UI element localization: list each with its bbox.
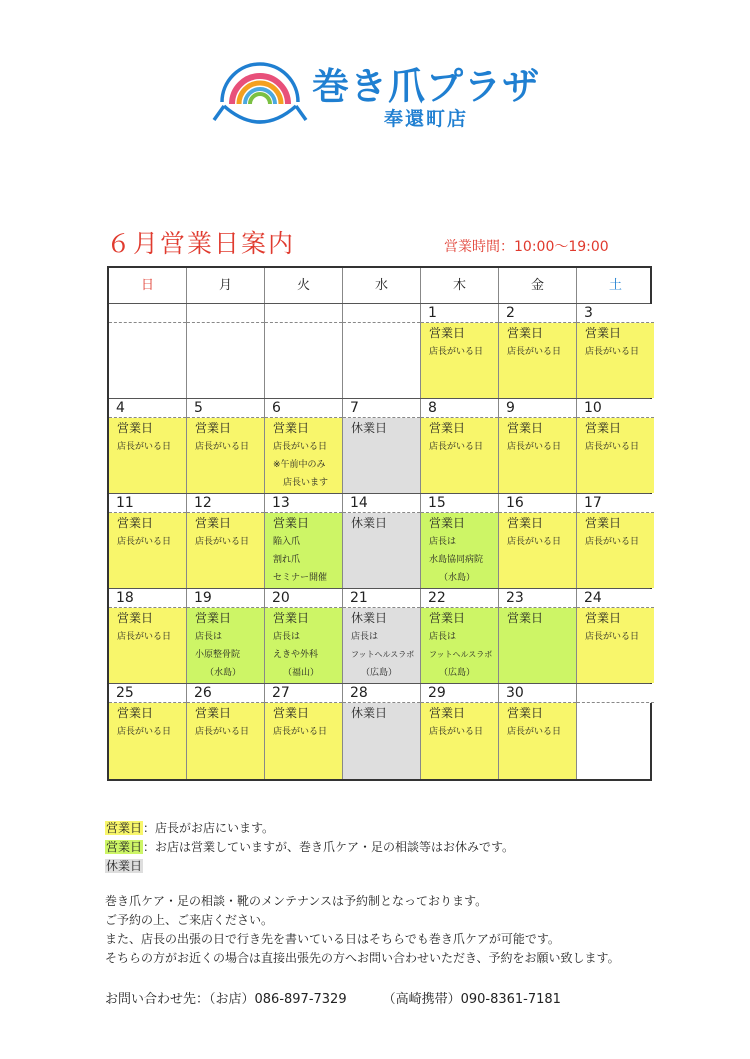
day-note: 店長は — [273, 632, 301, 642]
calendar-table — [107, 266, 652, 781]
day-number: 21 — [343, 589, 420, 608]
day-note: ※午前中のみ — [273, 460, 326, 470]
day-body — [577, 608, 654, 683]
reservation-notes — [105, 892, 620, 968]
weekday-sat: 土 — [608, 278, 622, 293]
day-body — [343, 608, 420, 683]
day-body — [343, 513, 420, 588]
calendar-day-6 — [265, 399, 343, 493]
day-status: 営業日 — [117, 611, 154, 625]
day-status: 営業日 — [429, 421, 466, 435]
day-status: 営業日 — [195, 421, 232, 435]
day-status: 営業日 — [585, 421, 622, 435]
day-note: 店長がいる日 — [429, 442, 484, 452]
day-number: 19 — [187, 589, 264, 608]
day-body — [421, 608, 498, 683]
legend-text: ：店長がお店にいます。 — [143, 821, 275, 835]
day-note: 店長がいる日 — [273, 727, 328, 737]
legend-label-green: 営業日 — [106, 840, 143, 854]
calendar-day-1 — [421, 304, 499, 398]
day-number: 23 — [499, 589, 576, 608]
calendar-week — [109, 589, 650, 684]
day-number: 4 — [109, 399, 186, 418]
calendar-day-empty — [265, 304, 343, 398]
weekday-thu: 木 — [421, 268, 499, 303]
day-note: 店長がいる日 — [507, 537, 562, 547]
day-number: 15 — [421, 494, 498, 513]
day-body — [577, 703, 654, 779]
calendar-day-empty — [577, 684, 654, 779]
day-status: 営業日 — [429, 326, 466, 340]
day-number: 9 — [499, 399, 576, 418]
day-status: 営業日 — [117, 516, 154, 530]
legend-label-gray: 休業日 — [106, 859, 143, 873]
day-body — [265, 513, 342, 588]
rainbow-icon — [212, 54, 308, 128]
calendar-day-10 — [577, 399, 654, 493]
day-number: 14 — [343, 494, 420, 513]
calendar-day-16 — [499, 494, 577, 588]
day-body — [109, 323, 186, 398]
day-note: セミナー開催 — [273, 573, 328, 583]
day-number: 11 — [109, 494, 186, 513]
day-body — [187, 608, 264, 683]
calendar-day-empty — [187, 304, 265, 398]
day-status: 休業日 — [351, 706, 388, 720]
day-number: 30 — [499, 684, 576, 703]
day-number: 8 — [421, 399, 498, 418]
calendar-day-4 — [109, 399, 187, 493]
day-note: 店長います — [283, 478, 329, 488]
calendar-day-23 — [499, 589, 577, 683]
day-body — [109, 608, 186, 683]
day-body — [187, 323, 264, 398]
legend — [105, 819, 514, 876]
day-body — [187, 703, 264, 779]
day-note: 店長がいる日 — [195, 537, 250, 547]
day-status: 営業日 — [429, 611, 466, 625]
day-body — [187, 418, 264, 493]
weekday-wed: 水 — [343, 268, 421, 303]
legend-text: ：お店は営業していますが、巻き爪ケア・足の相談等はお休みです。 — [143, 840, 515, 854]
day-status: 営業日 — [507, 326, 544, 340]
day-body — [577, 513, 654, 588]
day-note: （水島） — [205, 668, 242, 678]
weekday-tue: 火 — [265, 268, 343, 303]
calendar-day-11 — [109, 494, 187, 588]
day-note: 店長は — [429, 537, 457, 547]
brand-logo — [212, 54, 552, 132]
day-number: 5 — [187, 399, 264, 418]
day-note: 店長がいる日 — [117, 727, 172, 737]
day-number — [577, 684, 654, 703]
day-number: 17 — [577, 494, 654, 513]
day-note: （水島） — [439, 573, 476, 583]
legend-item-closed — [105, 857, 514, 876]
day-body — [343, 703, 420, 779]
calendar-week — [109, 399, 650, 494]
day-body — [343, 418, 420, 493]
month-heading: ６月営業日案内 — [106, 229, 296, 258]
day-number: 26 — [187, 684, 264, 703]
legend-label-yellow: 営業日 — [106, 821, 143, 835]
calendar-day-empty — [343, 304, 421, 398]
weekday-fri: 金 — [499, 268, 577, 303]
calendar-day-26 — [187, 684, 265, 779]
day-body — [577, 418, 654, 493]
calendar-day-9 — [499, 399, 577, 493]
day-number: 2 — [499, 304, 576, 323]
calendar-day-19 — [187, 589, 265, 683]
calendar-day-12 — [187, 494, 265, 588]
calendar-day-28 — [343, 684, 421, 779]
day-number: 24 — [577, 589, 654, 608]
note-line: ご予約の上、ご来店ください。 — [105, 913, 274, 927]
day-body — [109, 703, 186, 779]
day-status: 営業日 — [585, 611, 622, 625]
calendar-day-17 — [577, 494, 654, 588]
day-body — [265, 323, 342, 398]
day-body — [421, 418, 498, 493]
note-line: そちらの方がお近くの場合は直接出張先の方へお問い合わせいただき、予約をお願い致します。 — [105, 951, 620, 965]
day-number: 10 — [577, 399, 654, 418]
day-status: 営業日 — [507, 706, 544, 720]
day-status: 休業日 — [351, 611, 388, 625]
day-status: 営業日 — [429, 516, 466, 530]
day-body — [499, 323, 576, 398]
day-body — [265, 703, 342, 779]
day-status: 営業日 — [117, 421, 154, 435]
day-note: 店長がいる日 — [195, 727, 250, 737]
day-note: フットヘルスラボ — [351, 650, 415, 659]
day-body — [499, 703, 576, 779]
weekday-mon: 月 — [187, 268, 265, 303]
day-number: 28 — [343, 684, 420, 703]
calendar-day-2 — [499, 304, 577, 398]
calendar-day-5 — [187, 399, 265, 493]
legend-item-open-no-care — [105, 838, 514, 857]
day-status: 営業日 — [195, 611, 232, 625]
day-status: 営業日 — [429, 706, 466, 720]
day-note: 店長は — [351, 632, 379, 642]
calendar-week — [109, 684, 650, 779]
contact-mobile-phone: （高崎携帯）090-8361-7181 — [382, 992, 561, 1007]
branch-name: 奉還町店 — [384, 108, 469, 130]
day-body — [577, 323, 654, 398]
day-note: 店長がいる日 — [585, 537, 640, 547]
day-number — [265, 304, 342, 323]
day-number: 29 — [421, 684, 498, 703]
brand-name: 巻き爪プラザ — [312, 65, 540, 108]
day-note: （広島） — [439, 668, 476, 678]
day-note: 割れ爪 — [273, 555, 301, 565]
day-status: 営業日 — [273, 611, 310, 625]
day-number: 22 — [421, 589, 498, 608]
day-note: 小原整骨院 — [195, 650, 241, 660]
day-number: 7 — [343, 399, 420, 418]
day-note: 店長は — [195, 632, 223, 642]
legend-item-manager — [105, 819, 514, 838]
day-number: 6 — [265, 399, 342, 418]
calendar-day-15 — [421, 494, 499, 588]
day-status: 休業日 — [351, 421, 388, 435]
calendar-day-29 — [421, 684, 499, 779]
day-note: 陥入爪 — [273, 537, 301, 547]
day-number — [109, 304, 186, 323]
day-note: 店長がいる日 — [117, 537, 172, 547]
contact-info — [105, 988, 561, 1007]
calendar-day-30 — [499, 684, 577, 779]
calendar-day-25 — [109, 684, 187, 779]
day-note: 水島協同病院 — [429, 555, 484, 565]
day-number: 1 — [421, 304, 498, 323]
day-body — [109, 513, 186, 588]
day-number: 16 — [499, 494, 576, 513]
day-note: 店長がいる日 — [507, 347, 562, 357]
day-body — [499, 513, 576, 588]
calendar-week — [109, 304, 650, 399]
day-body — [421, 513, 498, 588]
weekday-header — [109, 268, 650, 304]
day-number: 13 — [265, 494, 342, 513]
calendar-day-20 — [265, 589, 343, 683]
calendar-day-3 — [577, 304, 654, 398]
note-line: また、店長の出張の日で行き先を書いている日はそちらでも巻き爪ケアが可能です。 — [105, 932, 560, 946]
day-status: 営業日 — [195, 706, 232, 720]
day-body — [421, 323, 498, 398]
day-status: 営業日 — [117, 706, 154, 720]
calendar-week — [109, 494, 650, 589]
day-number: 18 — [109, 589, 186, 608]
calendar-day-8 — [421, 399, 499, 493]
day-body — [499, 608, 576, 683]
day-note: えきや外科 — [273, 650, 319, 660]
day-body — [265, 418, 342, 493]
day-number: 3 — [577, 304, 654, 323]
day-body — [343, 323, 420, 398]
day-body — [265, 608, 342, 683]
day-status: 営業日 — [585, 516, 622, 530]
day-note: 店長がいる日 — [585, 442, 640, 452]
calendar-day-24 — [577, 589, 654, 683]
calendar-day-21 — [343, 589, 421, 683]
day-status: 休業日 — [351, 516, 388, 530]
day-status: 営業日 — [507, 421, 544, 435]
day-body — [187, 513, 264, 588]
day-status: 営業日 — [273, 421, 310, 435]
day-note: 店長がいる日 — [273, 442, 328, 452]
day-note: 店長がいる日 — [585, 347, 640, 357]
day-note: 店長がいる日 — [195, 442, 250, 452]
day-number: 27 — [265, 684, 342, 703]
day-note: 店長がいる日 — [585, 632, 640, 642]
day-status: 営業日 — [195, 516, 232, 530]
calendar-day-22 — [421, 589, 499, 683]
day-status: 営業日 — [585, 326, 622, 340]
day-number — [187, 304, 264, 323]
day-note: 店長がいる日 — [429, 727, 484, 737]
calendar-day-18 — [109, 589, 187, 683]
day-status: 営業日 — [507, 516, 544, 530]
day-body — [499, 418, 576, 493]
calendar-day-empty — [109, 304, 187, 398]
weekday-sun: 日 — [109, 268, 187, 303]
note-line: 巻き爪ケア・足の相談・靴のメンテナンスは予約制となっております。 — [105, 894, 488, 908]
day-status: 営業日 — [273, 706, 310, 720]
day-note: （広島） — [361, 668, 398, 678]
day-note: 店長は — [429, 632, 457, 642]
day-body — [421, 703, 498, 779]
day-number: 12 — [187, 494, 264, 513]
day-status: 営業日 — [273, 516, 310, 530]
business-hours: 営業時間：10:00～19:00 — [444, 239, 609, 255]
day-note: 店長がいる日 — [117, 442, 172, 452]
day-note: 店長がいる日 — [507, 442, 562, 452]
day-status: 営業日 — [507, 611, 544, 625]
day-note: 店長がいる日 — [117, 632, 172, 642]
day-note: 店長がいる日 — [507, 727, 562, 737]
day-note: （福山） — [283, 668, 320, 678]
day-number: 20 — [265, 589, 342, 608]
day-number: 25 — [109, 684, 186, 703]
day-number — [343, 304, 420, 323]
calendar-day-27 — [265, 684, 343, 779]
contact-shop-phone: お問い合わせ先：（お店）086-897-7329 — [105, 992, 347, 1007]
calendar-day-7 — [343, 399, 421, 493]
calendar-day-14 — [343, 494, 421, 588]
calendar-weeks — [109, 304, 650, 779]
day-body — [109, 418, 186, 493]
calendar-day-13 — [265, 494, 343, 588]
day-note: 店長がいる日 — [429, 347, 484, 357]
day-note: フットヘルスラボ — [429, 650, 493, 659]
